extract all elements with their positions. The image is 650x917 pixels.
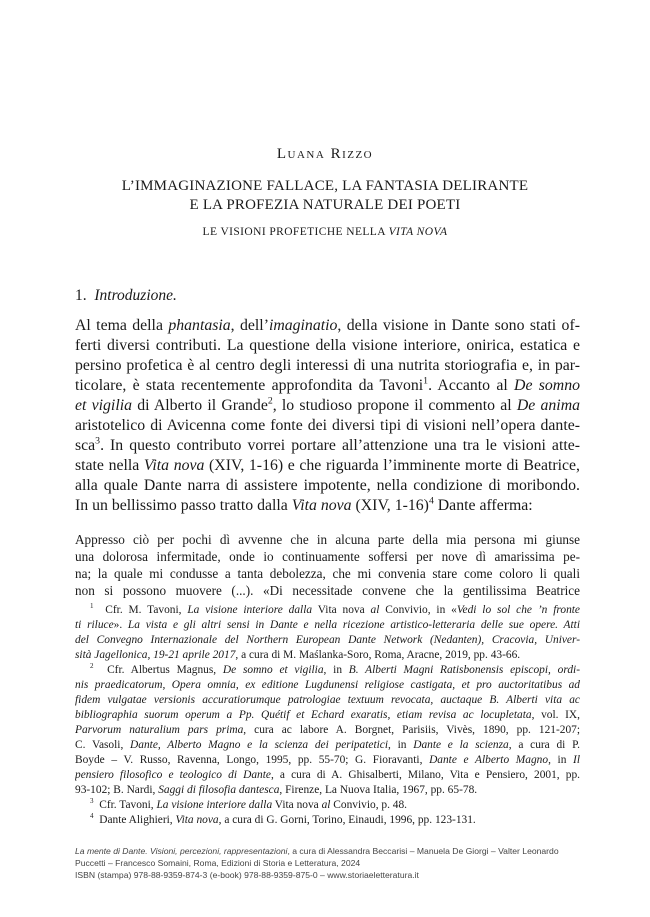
subtitle-italic: VITA NOVA	[388, 226, 448, 238]
footnote-2: $^2$ Cfr. Albertus Magnus, De somno et vigilia, in B. Alberti Magni Ratisbonensis episcopi, ordi-	[90, 663, 580, 676]
footnote-line: ti riluce». La vista e gli altri sensi in Dante e nella ricezione artistico-letteraria delle sue opere. Atti	[75, 619, 580, 631]
footnote-line: 93-102; B. Nardi, Saggi di filosofia dantesca, Firenze, La Nuova Italia, 1967, pp. 65-78.	[75, 784, 478, 796]
footnote-ref: 4	[428, 496, 434, 507]
body-line: ferti diversi contributi. La questione della visione interiore, onirica, estatica e	[75, 337, 580, 354]
publication-footer-line: Puccetti – Francesco Somaini, Roma, Edizioni di Storia e Letteratura, 2024	[75, 858, 361, 868]
article-title-line-1: L’IMMAGINAZIONE FALLACE, LA FANTASIA DELIRANTE	[121, 178, 529, 194]
publication-footer-line: La mente di Dante. Visioni, percezioni, rappresentazioni, a cura di Alessandra Beccarisi – Manuela De Giorgi – Valter Leonardo	[75, 846, 559, 856]
quote-line: una dolorosa infermitade, onde io continuamente soffersi per nove dì amarissima pe-	[75, 549, 580, 564]
article-subtitle	[0, 226, 650, 238]
subtitle-text: LE VISIONI PROFETICHE NELLA	[202, 226, 389, 238]
footnote-line: pensiero filosofico e teologico di Dante, a cura di A. Ghisalberti, Milano, Vita e Pensiero, 2001, pp.	[75, 769, 580, 781]
footnote-line: Parvorum naturalium pars prima, cura ac labore A. Borgnet, Parisiis, Vivès, 1890, pp. 121-207;	[75, 724, 580, 736]
body-line: aristotelico di Avicenna come fonte dei diversi tipi di visioni nell’opera dante-	[75, 417, 580, 434]
quote-line: non si possono muovere (...). «Di necessitade convene che la gentilissima Beatrice	[75, 583, 580, 598]
footnote-ref: 1	[423, 376, 429, 387]
body-line: persino profetica è al centro degli interessi di una nutrita storiografia e, in par-	[75, 357, 580, 374]
section-heading	[75, 287, 177, 305]
body-line: In un bellissimo passo tratto dalla Vita nova (XIV, 1-16)$^4$ Dante afferma:	[75, 496, 533, 514]
footnote-1: $^1$ Cfr. M. Tavoni, La visione interiore dalla Vita nova al Convivio, in «Vedi lo sol che ’n fronte	[90, 603, 580, 616]
footnote-line: fidem vulgatae versionis accuratiorumque patrologiae textuum revocata, auctaque B. Alberti vita ac	[75, 694, 580, 706]
section-title: Introduzione.	[94, 287, 177, 304]
footnote-ref: 3	[95, 436, 101, 447]
footnote-4: $^4$ Dante Alighieri, Vita nova, a cura di G. Gorni, Torino, Einaudi, 1996, pp. 123-131.	[90, 813, 476, 826]
publication-footer-isbn: ISBN (stampa) 978-88-9359-874-3 (e-book) 978-88-9359-875-0 – www.storiaeletteratura.it	[75, 870, 419, 880]
footnote-line: del Convegno Internazionale del Northern European Dante Network (Nedanten), Cracovia, Univer-	[75, 634, 580, 646]
quote-line: Appresso ciò per pochi dì avvenne che in alcuna parte della mia persona mi giunse	[75, 532, 580, 547]
body-line: sca$^3$. In questo contributo vorrei portare all’attenzione una tra le visioni atte-	[75, 436, 580, 454]
footnote-line: sità Jagellonica, 19-21 aprile 2017, a cura di M. Maślanka-Soro, Roma, Aracne, 2019, pp. 43-66.	[75, 649, 521, 661]
footnote-line: bibliographia suorum operum a Pp. Quétif et Echard exaratis, etiam revisa ac locupletata, vol. IX,	[75, 709, 580, 721]
body-line: alla quale Dante narra di assistere impotente, nella condizione di moribondo.	[75, 477, 580, 494]
footnote-line: Boyde – V. Russo, Ravenna, Longo, 1995, pp. 55-70; G. Fioravanti, Dante e Alberto Magno, in Il	[75, 754, 580, 766]
article-title-line-2: E LA PROFEZIA NATURALE DEI POETI	[189, 197, 461, 213]
footnote-ref: 2	[267, 396, 273, 407]
body-line: Al tema della phantasia, dell’imaginatio, della visione in Dante sono stati of-	[75, 317, 580, 334]
footnote-line: C. Vasoli, Dante, Alberto Magno e la scienza dei peripatetici, in Dante e la scienza, a cura di P.	[75, 739, 580, 751]
section-number: 1.	[75, 287, 87, 304]
body-line: et vigilia di Alberto il Grande$^2$, lo studioso propone il commento al De anima	[75, 396, 580, 414]
author-name: Luana Rizzo	[276, 146, 374, 162]
quote-line: na; la quale mi condusse a tanta debolezza, che mi convenia stare come coloro li quali	[75, 566, 580, 581]
footnote-3: $^3$ Cfr. Tavoni, La visione interiore dalla Vita nova al Convivio, p. 48.	[90, 798, 408, 811]
footnote-line: nis praedicatorum, Opera omnia, ex editione Lugdunensi religiose castigata, et pro auctoritatibus ad	[75, 679, 580, 691]
body-line: state nella Vita nova (XIV, 1-16) e che riguarda l’imminente morte di Beatrice,	[75, 457, 580, 474]
body-line: ticolare, è stata recentemente approfondita da Tavoni$^1$. Accanto al De somno	[75, 376, 580, 394]
